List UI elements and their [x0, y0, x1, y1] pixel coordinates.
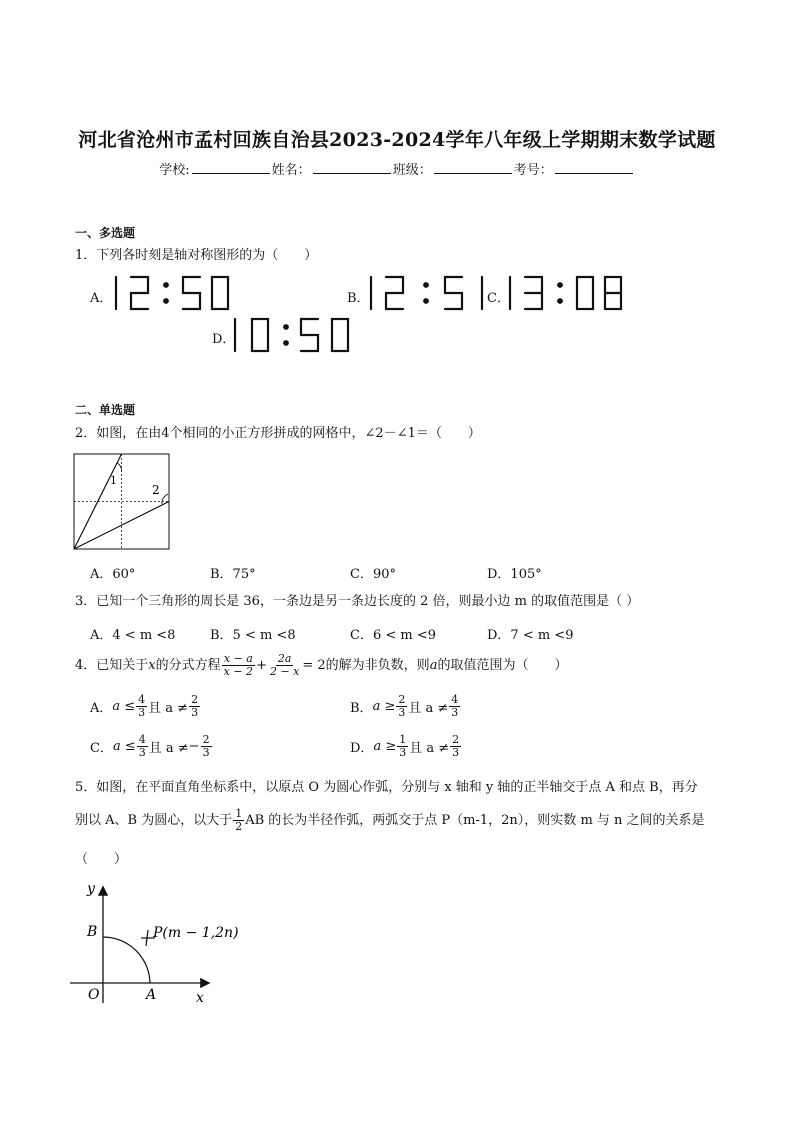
- q4-fraction-1: $\frac{x - a}{x - 2}$: [223, 652, 254, 678]
- name-blank[interactable]: [313, 161, 391, 174]
- section-multi: 一、多选题: [75, 226, 136, 240]
- name-label: 姓名：: [271, 163, 311, 178]
- q5-origin-label: O: [88, 987, 100, 1003]
- q4-option-b: B． a ≥ $\frac{2}{3}$ 且 a ≠ $\frac{4}{3}$: [350, 693, 459, 719]
- q1-option-d-label: D．: [212, 332, 236, 347]
- q1-clock-a-1250: [111, 273, 231, 313]
- q5-coordinate-figure: [65, 878, 245, 1008]
- q2-grid-figure: [72, 452, 172, 552]
- q4-option-d: D． a ≥ $\frac{1}{3}$ 且 a ≠ $\frac{2}{3}$: [350, 733, 460, 759]
- class-label: 班级：: [392, 163, 432, 178]
- q1-clock-d-1050: [230, 315, 354, 355]
- q5-point-a-label: A: [146, 987, 157, 1003]
- q1-clock-c-1308: [505, 273, 625, 313]
- q1-option-a-label: A．: [90, 291, 113, 306]
- q5-point-p-label: P(m − 1,2n): [153, 925, 239, 941]
- q2-angle-1-label: 1: [110, 474, 117, 487]
- q5-point-b-label: B: [87, 924, 98, 940]
- q2-option-b: B．75°: [210, 567, 256, 582]
- section-single: 二、单选题: [75, 403, 136, 417]
- q5-y-axis-label: y: [87, 881, 95, 897]
- question-2: 2．如图，在由4个相同的小正方形拼成的网格中，∠2－∠1＝（ ）: [75, 426, 481, 441]
- question-5-line-2: 别以 A、B 为圆心，以大于 $\frac{1}{2}$ AB 的长为半径作弧，两弧交于点 P（m-1，2n），则实数 m 与 n 之间的关系是: [75, 807, 705, 833]
- q1-option-b-label: B．: [347, 291, 370, 306]
- q2-option-c: C．90°: [350, 567, 396, 582]
- q3-option-a: A．4 < m <8: [90, 628, 176, 643]
- question-5-line-3: （ ）: [75, 852, 128, 867]
- question-4: 4．已知关于 x 的分式方程 $\frac{x - a}{x - 2}$ + $\frac{2a}{2 - x}$ = 2的解为非负数，则 a 的取值范围为（ ）: [75, 652, 568, 678]
- question-3: 3．已知一个三角形的周长是 36，一条边是另一条边长度的 2 倍，则最小边 m 的取值范围是（ ）: [75, 594, 640, 609]
- q3-option-d: D．7 < m <9: [487, 628, 574, 643]
- q2-option-d: D．105°: [487, 567, 542, 582]
- question-5-line-1: 5．如图，在平面直角坐标系中，以原点 O 为圆心作弧，分别与 x 轴和 y 轴的正半轴交于点 A 和点 B，再分: [75, 780, 698, 795]
- school-label: 学校:: [159, 163, 190, 178]
- number-blank[interactable]: [555, 161, 633, 174]
- q4-option-c: C． a ≤ $\frac{4}{3}$ 且 a ≠ − $\frac{2}{3}$: [90, 733, 210, 759]
- student-info-line: [0, 159, 794, 178]
- q1-clock-b-1251: [366, 273, 484, 313]
- q3-option-c: C．6 < m <9: [350, 628, 436, 643]
- page-title: 河北省沧州市孟村回族自治县2023-2024学年八年级上学期期末数学试题: [78, 129, 716, 151]
- q3-option-b: B．5 < m <8: [210, 628, 296, 643]
- class-blank[interactable]: [434, 161, 512, 174]
- q1-option-c-label: C．: [487, 291, 510, 306]
- school-blank[interactable]: [192, 161, 270, 174]
- question-1: 1．下列各时刻是轴对称图形的为（ ）: [75, 248, 318, 263]
- number-label: 考号：: [513, 163, 553, 178]
- q4-fraction-2: $\frac{2a}{2 - x}$: [269, 652, 300, 678]
- q4-option-a: A． a ≤ $\frac{4}{3}$ 且 a ≠ $\frac{2}{3}$: [90, 693, 199, 719]
- q2-angle-2-label: 2: [152, 483, 160, 497]
- q2-option-a: A．60°: [90, 567, 136, 582]
- q5-x-axis-label: x: [196, 990, 204, 1006]
